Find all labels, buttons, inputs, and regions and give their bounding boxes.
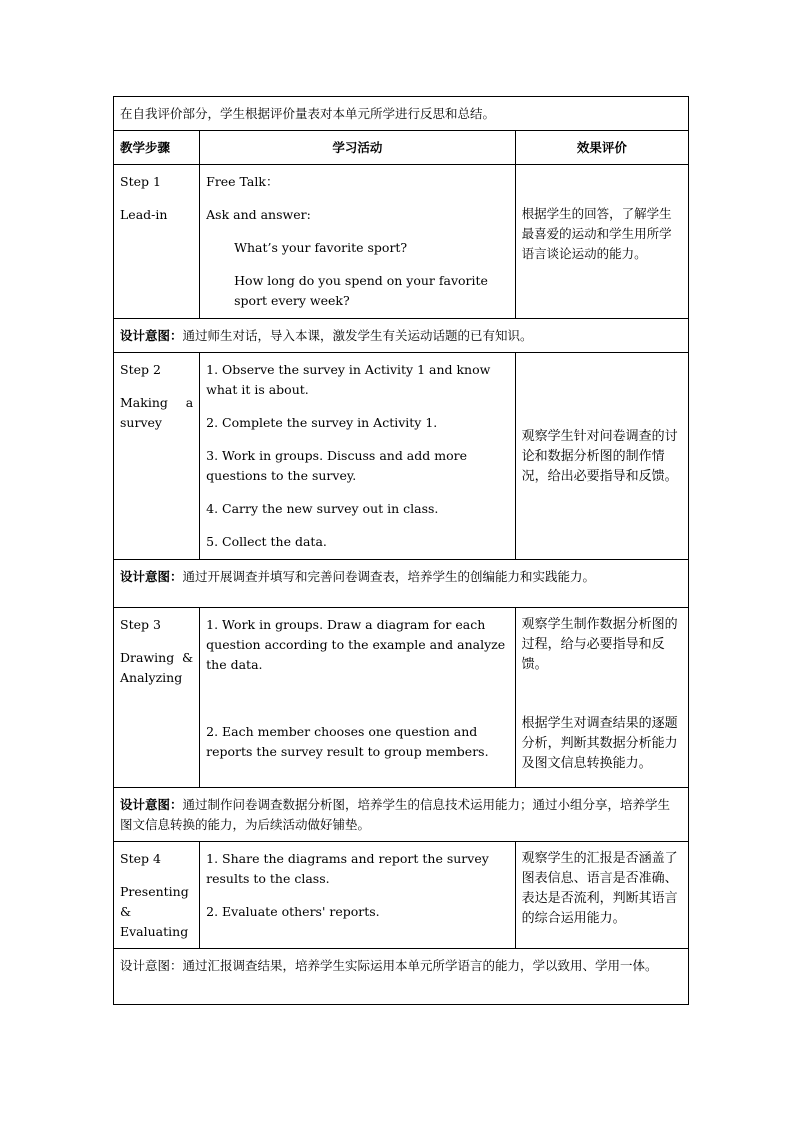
step1-intent: [114, 319, 688, 352]
step1-intent-text: 通过师生对话，导入本课，激发学生有关运动话题的已有知识。: [182, 328, 533, 343]
step4-row: [114, 842, 689, 949]
step4-evaluation: 观察学生的汇报是否涵盖了图表信息、语言是否准确、表达是否流利，判断其语言的综合运用能力。: [521, 851, 678, 926]
step2-label: [114, 353, 199, 439]
step4-activity-1: 1. Share the diagrams and report the survey results to the class.: [206, 851, 489, 886]
step2-name-line: [120, 393, 193, 413]
step2-number: Step 2: [120, 362, 161, 377]
step4-activities: [200, 842, 515, 928]
step3-activity-1: 1. Work in groups. Draw a diagram for each question according to the example and analyze the data.: [206, 617, 506, 672]
step2-activity-2: 2. Complete the survey in Activity 1.: [206, 415, 438, 430]
step4-name-b: &: [120, 904, 132, 919]
step2-activity-4: 4. Carry the new survey out in class.: [206, 501, 439, 516]
step3-number: Step 3: [120, 617, 161, 632]
step2-name-c: survey: [120, 415, 162, 430]
step2-intent-label: 设计意图：: [120, 569, 183, 584]
step2-intent: [114, 560, 688, 593]
header-step: 教学步骤: [120, 140, 171, 155]
step1-intent-label: 设计意图：: [120, 328, 183, 343]
step4-name-a: Presenting: [120, 884, 189, 899]
step4-intent-row: [114, 949, 689, 1005]
step2-intent-text: 通过开展调查并填写和完善问卷调查表，培养学生的创编能力和实践能力。: [182, 569, 596, 584]
step3-name-c: Analyzing: [120, 670, 183, 685]
step1-activities: [200, 165, 515, 317]
step3-intent-label: 设计意图：: [120, 797, 183, 812]
step3-name-line: [120, 648, 193, 668]
step2-name-b: a: [185, 395, 194, 410]
step1-label: [114, 165, 199, 231]
step4-label: [114, 842, 199, 948]
step3-activities: [200, 608, 515, 768]
step4-activity-2: 2. Evaluate others' reports.: [206, 904, 380, 919]
header-row: [114, 131, 689, 165]
step4-intent: 设计意图：通过汇报调查结果，培养学生实际运用本单元所学语言的能力，学以致用、学用一体。: [120, 958, 658, 973]
lesson-plan-table: [113, 96, 689, 1005]
header-evaluation: 效果评价: [576, 140, 627, 155]
step2-activity-5: 5. Collect the data.: [206, 534, 327, 549]
step3-label: [114, 608, 199, 694]
header-activity: 学习活动: [332, 140, 383, 155]
step2-name-a: Making: [120, 395, 168, 410]
step2-activity-3: 3. Work in groups. Discuss and add more questions to the survey.: [206, 448, 467, 483]
intro-row: [114, 97, 689, 131]
step1-ask: Ask and answer:: [206, 207, 311, 222]
step2-activities: [200, 353, 515, 558]
step2-row: [114, 353, 689, 560]
intro-text: 在自我评价部分，学生根据评价量表对本单元所学进行反思和总结。: [120, 106, 496, 121]
step1-number: Step 1: [120, 174, 161, 189]
step3-evaluation-1: 观察学生制作数据分析图的过程，给与必要指导和反馈。: [521, 617, 678, 672]
step2-evaluation: 观察学生针对问卷调查的讨论和数据分析图的制作情况，给出必要指导和反馈。: [521, 428, 678, 484]
step3-name-b: &: [182, 650, 194, 665]
step2-intent-row: [114, 560, 689, 608]
step1-row: [114, 165, 689, 319]
step3-evaluation: [516, 608, 688, 780]
step3-intent: [114, 788, 688, 841]
step3-row: [114, 608, 689, 788]
step3-name-a: Drawing: [120, 650, 175, 665]
step4-name-c: Evaluating: [120, 924, 189, 939]
step3-intent-row: [114, 788, 689, 842]
step1-free-talk: Free Talk：: [206, 174, 279, 189]
step2-activity-1: 1. Observe the survey in Activity 1 and know what it is about.: [206, 362, 491, 397]
step3-activity-2: 2. Each member chooses one question and reports the survey result to group members.: [206, 724, 489, 759]
step1-intent-row: [114, 319, 689, 353]
step3-intent-text: 通过制作问卷调查数据分析图，培养学生的信息技术运用能力；通过小组分享，培养学生图文信息转换的能力，为后续活动做好铺垫。: [120, 797, 671, 832]
step1-name: Lead-in: [120, 207, 168, 222]
step4-number: Step 4: [120, 851, 161, 866]
step1-question-1: What’s your favorite sport?: [234, 240, 408, 255]
step1-evaluation: 根据学生的回答，了解学生最喜爱的运动和学生用所学语言谈论运动的能力。: [521, 206, 672, 261]
step3-evaluation-2: 根据学生对调查结果的逐题分析，判断其数据分析能力及图文信息转换能力。: [521, 716, 678, 771]
step1-question-2: How long do you spend on your favorite sport every week?: [234, 273, 488, 308]
